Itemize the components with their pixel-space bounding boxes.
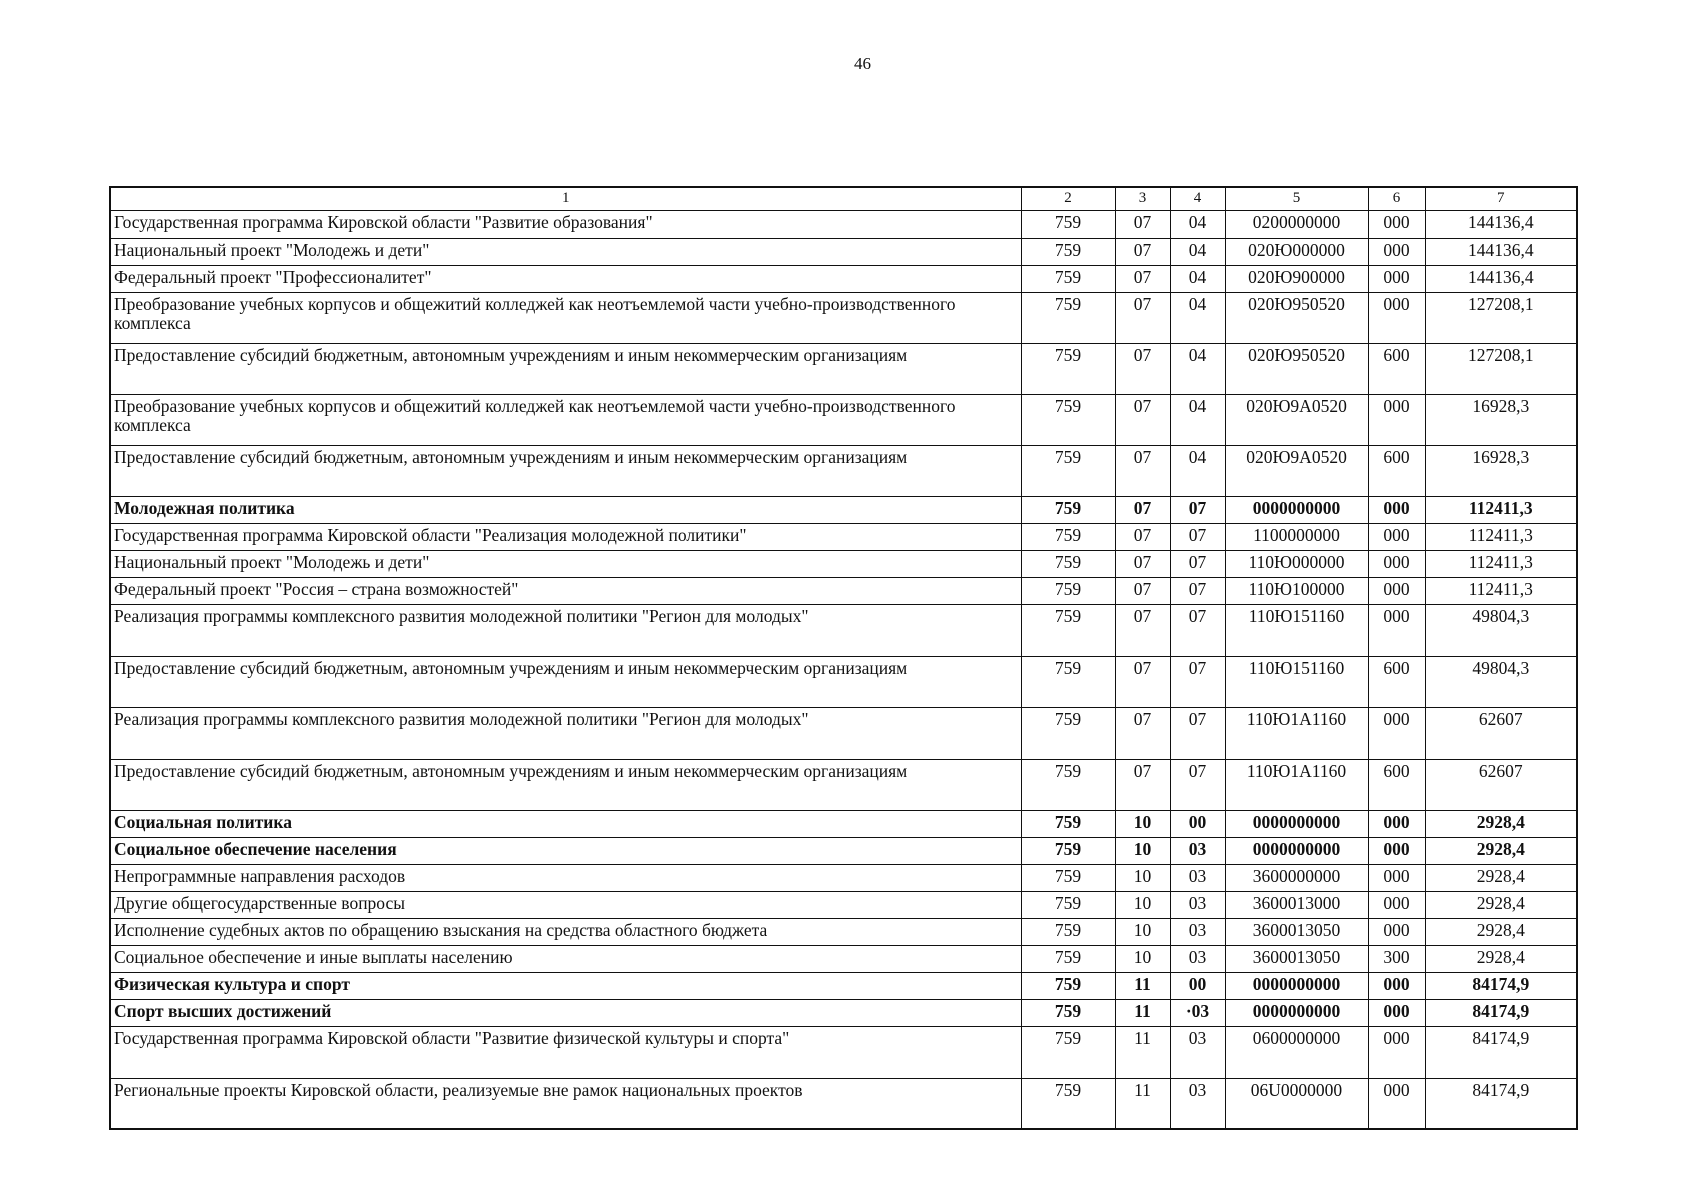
- ministry-code-cell: 759: [1021, 239, 1115, 266]
- expense-type-cell: 000: [1368, 239, 1425, 266]
- subsection-code-cell: 03: [1170, 1027, 1225, 1079]
- row-name-cell: Социальная политика: [110, 811, 1021, 838]
- target-article-cell: 0000000000: [1225, 1000, 1368, 1027]
- subsection-code-cell: 00: [1170, 811, 1225, 838]
- subsection-code-cell: 03: [1170, 919, 1225, 946]
- target-article-cell: 0000000000: [1225, 811, 1368, 838]
- ministry-code-cell: 759: [1021, 657, 1115, 708]
- row-name-cell: Социальное обеспечение населения: [110, 838, 1021, 865]
- subsection-code-cell: 04: [1170, 446, 1225, 497]
- amount-cell: 62607: [1425, 760, 1577, 811]
- amount-cell: 84174,9: [1425, 1079, 1577, 1129]
- amount-cell: 2928,4: [1425, 838, 1577, 865]
- section-code-cell: 07: [1115, 395, 1170, 446]
- subsection-code-cell: 00: [1170, 973, 1225, 1000]
- header-cell-7: 7: [1425, 187, 1577, 211]
- table-row: [110, 865, 1577, 892]
- table-row: [110, 708, 1577, 760]
- section-code-cell: 07: [1115, 497, 1170, 524]
- subsection-code-cell: 07: [1170, 578, 1225, 605]
- expense-type-cell: 600: [1368, 344, 1425, 395]
- table-row: [110, 657, 1577, 708]
- ministry-code-cell: 759: [1021, 838, 1115, 865]
- ministry-code-cell: 759: [1021, 946, 1115, 973]
- row-name-cell: Непрограммные направления расходов: [110, 865, 1021, 892]
- amount-cell: 112411,3: [1425, 578, 1577, 605]
- section-code-cell: 10: [1115, 946, 1170, 973]
- row-name-cell: Национальный проект "Молодежь и дети": [110, 239, 1021, 266]
- section-code-cell: 11: [1115, 1079, 1170, 1129]
- table-row: [110, 892, 1577, 919]
- section-code-cell: 07: [1115, 657, 1170, 708]
- amount-cell: 127208,1: [1425, 293, 1577, 344]
- row-name-cell: Государственная программа Кировской области "Развитие образования": [110, 211, 1021, 239]
- target-article-cell: 020Ю000000: [1225, 239, 1368, 266]
- table-row: [110, 760, 1577, 811]
- section-code-cell: 10: [1115, 892, 1170, 919]
- header-cell-1: 1: [110, 187, 1021, 211]
- ministry-code-cell: 759: [1021, 811, 1115, 838]
- target-article-cell: 110Ю000000: [1225, 551, 1368, 578]
- subsection-code-cell: 03: [1170, 892, 1225, 919]
- target-article-cell: 3600013050: [1225, 919, 1368, 946]
- table-row: [110, 497, 1577, 524]
- subsection-code-cell: 04: [1170, 395, 1225, 446]
- target-article-cell: 110Ю151160: [1225, 605, 1368, 657]
- subsection-code-cell: 04: [1170, 293, 1225, 344]
- table-row: [110, 344, 1577, 395]
- ministry-code-cell: 759: [1021, 892, 1115, 919]
- table-row: [110, 446, 1577, 497]
- subsection-code-cell: 07: [1170, 551, 1225, 578]
- section-code-cell: 10: [1115, 919, 1170, 946]
- table-row: [110, 605, 1577, 657]
- row-name-cell: Национальный проект "Молодежь и дети": [110, 551, 1021, 578]
- header-cell-5: 5: [1225, 187, 1368, 211]
- amount-cell: 144136,4: [1425, 211, 1577, 239]
- target-article-cell: 020Ю950520: [1225, 293, 1368, 344]
- header-cell-4: 4: [1170, 187, 1225, 211]
- target-article-cell: 3600013050: [1225, 946, 1368, 973]
- target-article-cell: 020Ю950520: [1225, 344, 1368, 395]
- header-cell-2: 2: [1021, 187, 1115, 211]
- ministry-code-cell: 759: [1021, 1000, 1115, 1027]
- amount-cell: 62607: [1425, 708, 1577, 760]
- subsection-code-cell: 07: [1170, 760, 1225, 811]
- subsection-code-cell: 04: [1170, 344, 1225, 395]
- table-row: [110, 266, 1577, 293]
- amount-cell: 49804,3: [1425, 657, 1577, 708]
- ministry-code-cell: 759: [1021, 344, 1115, 395]
- section-code-cell: 10: [1115, 865, 1170, 892]
- subsection-code-cell: 07: [1170, 605, 1225, 657]
- section-code-cell: 07: [1115, 266, 1170, 293]
- amount-cell: 84174,9: [1425, 973, 1577, 1000]
- table-row: [110, 551, 1577, 578]
- expense-type-cell: 000: [1368, 919, 1425, 946]
- expense-type-cell: 600: [1368, 446, 1425, 497]
- section-code-cell: 07: [1115, 760, 1170, 811]
- amount-cell: 16928,3: [1425, 446, 1577, 497]
- expense-type-cell: 000: [1368, 1079, 1425, 1129]
- section-code-cell: 07: [1115, 605, 1170, 657]
- ministry-code-cell: 759: [1021, 551, 1115, 578]
- table-row: [110, 239, 1577, 266]
- amount-cell: 49804,3: [1425, 605, 1577, 657]
- table-row: [110, 1000, 1577, 1027]
- expense-type-cell: 000: [1368, 892, 1425, 919]
- expense-type-cell: 000: [1368, 395, 1425, 446]
- row-name-cell: Молодежная политика: [110, 497, 1021, 524]
- header-row: [110, 187, 1577, 211]
- budget-table: [109, 186, 1578, 1130]
- expense-type-cell: 600: [1368, 657, 1425, 708]
- section-code-cell: 07: [1115, 211, 1170, 239]
- ministry-code-cell: 759: [1021, 524, 1115, 551]
- amount-cell: 2928,4: [1425, 892, 1577, 919]
- subsection-code-cell: 07: [1170, 497, 1225, 524]
- ministry-code-cell: 759: [1021, 973, 1115, 1000]
- table-row: [110, 211, 1577, 239]
- target-article-cell: 020Ю9А0520: [1225, 395, 1368, 446]
- target-article-cell: 0000000000: [1225, 838, 1368, 865]
- row-name-cell: Региональные проекты Кировской области, реализуемые вне рамок национальных проектов: [110, 1079, 1021, 1129]
- amount-cell: 2928,4: [1425, 865, 1577, 892]
- section-code-cell: 07: [1115, 239, 1170, 266]
- expense-type-cell: 000: [1368, 211, 1425, 239]
- row-name-cell: Федеральный проект "Профессионалитет": [110, 266, 1021, 293]
- amount-cell: 144136,4: [1425, 239, 1577, 266]
- ministry-code-cell: 759: [1021, 708, 1115, 760]
- amount-cell: 2928,4: [1425, 946, 1577, 973]
- section-code-cell: 07: [1115, 708, 1170, 760]
- ministry-code-cell: 759: [1021, 865, 1115, 892]
- row-name-cell: Реализация программы комплексного развития молодежной политики "Регион для молодых": [110, 708, 1021, 760]
- row-name-cell: Социальное обеспечение и иные выплаты населению: [110, 946, 1021, 973]
- row-name-cell: Предоставление субсидий бюджетным, автономным учреждениям и иным некоммерческим организациям: [110, 657, 1021, 708]
- expense-type-cell: 000: [1368, 811, 1425, 838]
- subsection-code-cell: 04: [1170, 239, 1225, 266]
- target-article-cell: 110Ю1А1160: [1225, 760, 1368, 811]
- target-article-cell: 0000000000: [1225, 497, 1368, 524]
- target-article-cell: 3600000000: [1225, 865, 1368, 892]
- section-code-cell: 07: [1115, 524, 1170, 551]
- row-name-cell: Государственная программа Кировской области "Реализация молодежной политики": [110, 524, 1021, 551]
- amount-cell: 84174,9: [1425, 1000, 1577, 1027]
- subsection-code-cell: 04: [1170, 266, 1225, 293]
- expense-type-cell: 000: [1368, 605, 1425, 657]
- target-article-cell: 0000000000: [1225, 973, 1368, 1000]
- target-article-cell: 020Ю900000: [1225, 266, 1368, 293]
- subsection-code-cell: 07: [1170, 524, 1225, 551]
- table-row: [110, 811, 1577, 838]
- expense-type-cell: 000: [1368, 497, 1425, 524]
- section-code-cell: 10: [1115, 838, 1170, 865]
- amount-cell: 127208,1: [1425, 344, 1577, 395]
- ministry-code-cell: 759: [1021, 1079, 1115, 1129]
- row-name-cell: Преобразование учебных корпусов и общежитий колледжей как неотъемлемой части учебно-производственного комплекса: [110, 293, 1021, 344]
- section-code-cell: 07: [1115, 293, 1170, 344]
- target-article-cell: 020Ю9А0520: [1225, 446, 1368, 497]
- row-name-cell: Физическая культура и спорт: [110, 973, 1021, 1000]
- page-number: 46: [854, 54, 871, 73]
- table-row: [110, 973, 1577, 1000]
- expense-type-cell: 000: [1368, 838, 1425, 865]
- expense-type-cell: 600: [1368, 760, 1425, 811]
- ministry-code-cell: 759: [1021, 446, 1115, 497]
- target-article-cell: 0600000000: [1225, 1027, 1368, 1079]
- expense-type-cell: 000: [1368, 865, 1425, 892]
- expense-type-cell: 000: [1368, 1000, 1425, 1027]
- section-code-cell: 07: [1115, 578, 1170, 605]
- target-article-cell: 0200000000: [1225, 211, 1368, 239]
- row-name-cell: Исполнение судебных актов по обращению взыскания на средства областного бюджета: [110, 919, 1021, 946]
- header-cell-6: 6: [1368, 187, 1425, 211]
- target-article-cell: 110Ю1А1160: [1225, 708, 1368, 760]
- table-row: [110, 293, 1577, 344]
- row-name-cell: Спорт высших достижений: [110, 1000, 1021, 1027]
- row-name-cell: Предоставление субсидий бюджетным, автономным учреждениям и иным некоммерческим организациям: [110, 760, 1021, 811]
- ministry-code-cell: 759: [1021, 919, 1115, 946]
- section-code-cell: 07: [1115, 344, 1170, 395]
- row-name-cell: Федеральный проект "Россия – страна возможностей": [110, 578, 1021, 605]
- ministry-code-cell: 759: [1021, 1027, 1115, 1079]
- expense-type-cell: 000: [1368, 524, 1425, 551]
- section-code-cell: 11: [1115, 973, 1170, 1000]
- expense-type-cell: 000: [1368, 708, 1425, 760]
- amount-cell: 112411,3: [1425, 551, 1577, 578]
- amount-cell: 84174,9: [1425, 1027, 1577, 1079]
- amount-cell: 16928,3: [1425, 395, 1577, 446]
- row-name-cell: Другие общегосударственные вопросы: [110, 892, 1021, 919]
- table-row: [110, 838, 1577, 865]
- row-name-cell: Предоставление субсидий бюджетным, автономным учреждениям и иным некоммерческим организациям: [110, 344, 1021, 395]
- row-name-cell: Реализация программы комплексного развития молодежной политики "Регион для молодых": [110, 605, 1021, 657]
- amount-cell: 144136,4: [1425, 266, 1577, 293]
- amount-cell: 2928,4: [1425, 811, 1577, 838]
- row-name-cell: Предоставление субсидий бюджетным, автономным учреждениям и иным некоммерческим организациям: [110, 446, 1021, 497]
- target-article-cell: 1100000000: [1225, 524, 1368, 551]
- subsection-code-cell: ·03: [1170, 1000, 1225, 1027]
- expense-type-cell: 000: [1368, 973, 1425, 1000]
- subsection-code-cell: 03: [1170, 865, 1225, 892]
- ministry-code-cell: 759: [1021, 293, 1115, 344]
- expense-type-cell: 000: [1368, 293, 1425, 344]
- subsection-code-cell: 04: [1170, 211, 1225, 239]
- table-row: [110, 919, 1577, 946]
- expense-type-cell: 000: [1368, 578, 1425, 605]
- target-article-cell: 110Ю100000: [1225, 578, 1368, 605]
- section-code-cell: 10: [1115, 811, 1170, 838]
- ministry-code-cell: 759: [1021, 497, 1115, 524]
- amount-cell: 112411,3: [1425, 524, 1577, 551]
- subsection-code-cell: 07: [1170, 708, 1225, 760]
- ministry-code-cell: 759: [1021, 266, 1115, 293]
- expense-type-cell: 000: [1368, 266, 1425, 293]
- ministry-code-cell: 759: [1021, 211, 1115, 239]
- target-article-cell: 06U0000000: [1225, 1079, 1368, 1129]
- subsection-code-cell: 03: [1170, 1079, 1225, 1129]
- section-code-cell: 11: [1115, 1000, 1170, 1027]
- header-cell-3: 3: [1115, 187, 1170, 211]
- expense-type-cell: 000: [1368, 1027, 1425, 1079]
- section-code-cell: 07: [1115, 551, 1170, 578]
- ministry-code-cell: 759: [1021, 395, 1115, 446]
- subsection-code-cell: 03: [1170, 838, 1225, 865]
- expense-type-cell: 300: [1368, 946, 1425, 973]
- table-row: [110, 578, 1577, 605]
- table-row: [110, 524, 1577, 551]
- amount-cell: 112411,3: [1425, 497, 1577, 524]
- section-code-cell: 07: [1115, 446, 1170, 497]
- ministry-code-cell: 759: [1021, 578, 1115, 605]
- table-row: [110, 1079, 1577, 1129]
- row-name-cell: Преобразование учебных корпусов и общежитий колледжей как неотъемлемой части учебно-производственного комплекса: [110, 395, 1021, 446]
- expense-type-cell: 000: [1368, 551, 1425, 578]
- ministry-code-cell: 759: [1021, 605, 1115, 657]
- table-row: [110, 946, 1577, 973]
- section-code-cell: 11: [1115, 1027, 1170, 1079]
- amount-cell: 2928,4: [1425, 919, 1577, 946]
- subsection-code-cell: 03: [1170, 946, 1225, 973]
- row-name-cell: Государственная программа Кировской области "Развитие физической культуры и спорта": [110, 1027, 1021, 1079]
- table-row: [110, 1027, 1577, 1079]
- table-row: [110, 395, 1577, 446]
- subsection-code-cell: 07: [1170, 657, 1225, 708]
- target-article-cell: 110Ю151160: [1225, 657, 1368, 708]
- target-article-cell: 3600013000: [1225, 892, 1368, 919]
- ministry-code-cell: 759: [1021, 760, 1115, 811]
